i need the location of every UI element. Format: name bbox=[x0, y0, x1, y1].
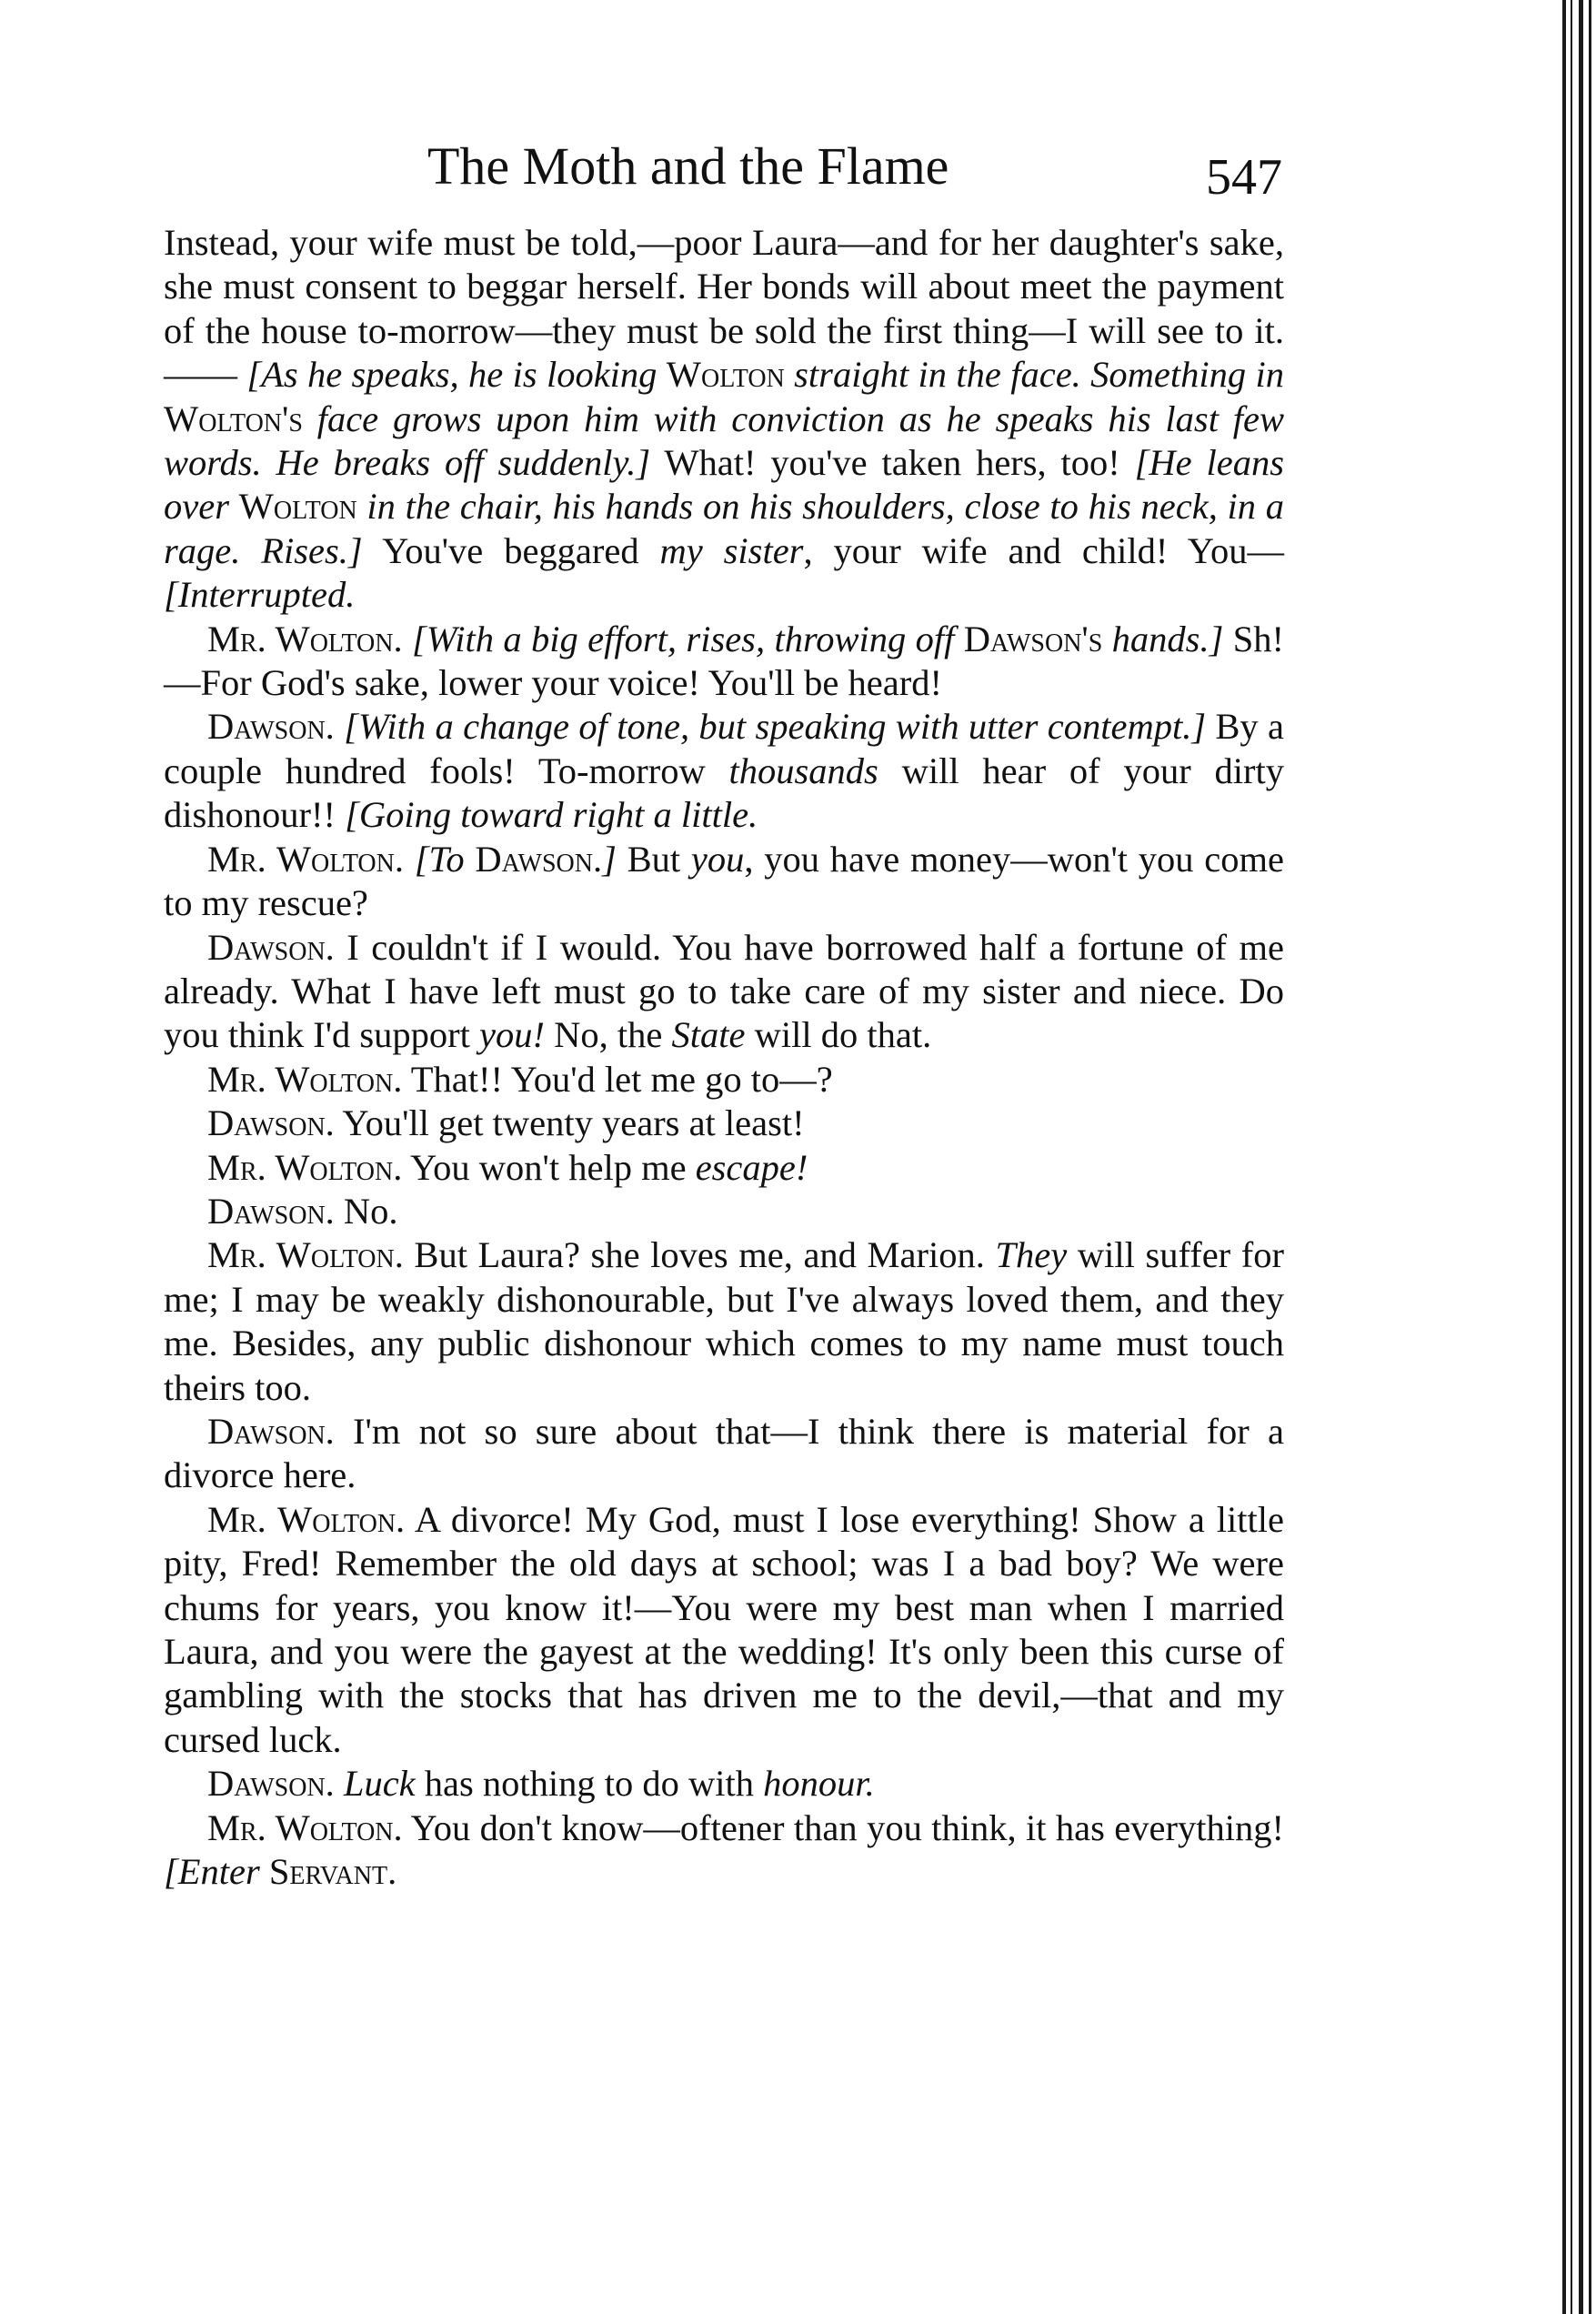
binding-edge-line bbox=[1571, 0, 1572, 2314]
speaker-name: Mr. Wolton. bbox=[207, 838, 404, 880]
stage-direction: [With a big effort, rises, throwing off bbox=[412, 618, 964, 659]
speaker-name: Mr. Wolton. bbox=[207, 1058, 403, 1100]
speaker-name: Servant. bbox=[268, 1851, 397, 1893]
dialogue-text: No. bbox=[334, 1190, 398, 1232]
stage-direction: thousands bbox=[728, 750, 878, 791]
dialogue-text: , you have money—won't you come to my rescue? bbox=[164, 838, 1284, 924]
text-paragraph bbox=[164, 926, 1284, 1058]
speaker-name: Mr. Wolton. bbox=[207, 1498, 406, 1540]
dialogue-text: You'll get twenty years at least! bbox=[334, 1102, 805, 1144]
binding-edge-line bbox=[1562, 0, 1566, 2314]
speaker-name: Dawson. bbox=[207, 706, 335, 748]
speaker-name: Dawson. bbox=[207, 1763, 335, 1805]
page-number: 547 bbox=[1206, 149, 1282, 206]
text-paragraph bbox=[164, 1806, 1284, 1895]
speaker-name: Mr. Wolton. bbox=[207, 1806, 403, 1848]
text-paragraph bbox=[164, 221, 1284, 618]
dialogue-text: has nothing to do with bbox=[415, 1763, 764, 1805]
stage-direction: [As he speaks, he is looking bbox=[246, 354, 667, 396]
dialogue-text: Instead, your wife must be told,—poor Laura—and for her daughter's sake, she must consent to beggar herself. Her bonds will about meet the payment of the house to-morrow—they must be sold the first thing—I will see to it.—— bbox=[164, 222, 1284, 396]
text-paragraph bbox=[164, 1233, 1284, 1410]
dialogue-text: That!! You'd let me go to—? bbox=[402, 1058, 833, 1100]
text-paragraph bbox=[164, 705, 1284, 837]
dialogue-text: I couldn't if I would. You have borrowed half a fortune of me already. What I have left must go to take care of my sister and niece. Do you think I'd support bbox=[164, 926, 1284, 1056]
speaker-name: Mr. Wolton. bbox=[207, 1146, 403, 1188]
speaker-name: Dawson. bbox=[207, 1102, 335, 1144]
stage-direction: straight in the face. Something in bbox=[784, 354, 1284, 396]
dialogue-text: You don't know—oftener than you think, it has everything! bbox=[402, 1806, 1284, 1848]
dialogue-text: You won't help me bbox=[402, 1146, 696, 1188]
stage-direction: honour. bbox=[763, 1763, 875, 1805]
text-paragraph bbox=[164, 838, 1284, 926]
stage-direction: [Going toward right a little. bbox=[345, 794, 758, 836]
speaker-name: Dawson. bbox=[207, 1190, 335, 1232]
speaker-name: Wolton's bbox=[164, 397, 303, 439]
dialogue-text bbox=[404, 839, 415, 880]
stage-direction: hands.] bbox=[1102, 618, 1224, 659]
stage-direction: [Interrupted. bbox=[164, 574, 356, 616]
stage-direction: escape! bbox=[695, 1146, 808, 1188]
dialogue-text: Sh!—For God's sake, lower your voice! You'll be heard! bbox=[164, 618, 1284, 704]
dialogue-text: You've beggared bbox=[362, 529, 660, 571]
stage-direction: [Enter bbox=[164, 1851, 269, 1893]
speaker-name: Wolton bbox=[238, 486, 357, 528]
dialogue-text: , your wife and child! You— bbox=[803, 529, 1284, 571]
dialogue-text: A divorce! My God, must I lose everything! Show a little pity, Fred! Remember the old days at school; was I a bad boy? We were chums for years, you know it!—You were my best man when I married Laura, and you were the gayest at the wedding! It's only been this curse of gambling with the stocks that has driven me to the devil,—that and my cursed luck. bbox=[164, 1498, 1284, 1760]
speaker-name: Wolton bbox=[666, 354, 785, 396]
stage-direction: They bbox=[995, 1234, 1068, 1276]
play-text bbox=[164, 221, 1284, 1894]
stage-direction: in the chair, his hands on his shoulders, close to his neck, in a rage. Rises.] bbox=[164, 486, 1284, 571]
stage-direction: ] bbox=[602, 838, 617, 880]
speaker-name: Dawson. bbox=[475, 838, 603, 880]
dialogue-text: What! you've taken hers, too! bbox=[650, 442, 1135, 484]
dialogue-text: But bbox=[616, 838, 691, 880]
dialogue-text: But Laura? she loves me, and Marion. bbox=[403, 1234, 996, 1276]
stage-direction: [With a change of tone, but speaking with utter contempt.] bbox=[344, 706, 1207, 748]
text-paragraph bbox=[164, 1146, 1284, 1190]
text-paragraph bbox=[164, 618, 1284, 706]
speaker-name: Dawson's bbox=[963, 618, 1103, 659]
text-paragraph bbox=[164, 1498, 1284, 1762]
running-header bbox=[155, 135, 1282, 207]
speaker-name: Dawson. bbox=[207, 926, 335, 968]
stage-direction: my sister bbox=[659, 529, 804, 571]
stage-direction: [To bbox=[414, 838, 476, 880]
binding-edge-line bbox=[1579, 0, 1583, 2314]
dialogue-text: By a couple hundred fools! To-morrow bbox=[164, 706, 1284, 791]
dialogue-text: will suffer for me; I may be weakly dishonourable, but I've always loved them, and they me. Besides, any public dishonour which comes to my name must touch theirs too. bbox=[164, 1234, 1284, 1408]
text-paragraph bbox=[164, 1058, 1284, 1102]
dialogue-text: will hear of your dirty dishonour!! bbox=[164, 750, 1284, 836]
running-title: The Moth and the Flame bbox=[427, 136, 949, 196]
dialogue-text: I'm not so sure about that—I think there is material for a divorce here. bbox=[164, 1410, 1284, 1496]
speaker-name: Mr. Wolton. bbox=[207, 1234, 404, 1276]
text-paragraph bbox=[164, 1410, 1284, 1498]
text-paragraph bbox=[164, 1190, 1284, 1233]
stage-direction: [He leans over bbox=[164, 442, 1284, 528]
text-paragraph bbox=[164, 1102, 1284, 1145]
stage-direction: State bbox=[671, 1014, 746, 1056]
speaker-name: Mr. Wolton. bbox=[207, 618, 403, 659]
dialogue-text bbox=[403, 619, 412, 659]
dialogue-text: No, the bbox=[545, 1014, 672, 1056]
stage-direction: you! bbox=[479, 1014, 546, 1056]
binding-edge-line bbox=[1589, 0, 1591, 2314]
stage-direction: you bbox=[690, 838, 745, 880]
dialogue-text bbox=[335, 706, 344, 747]
dialogue-text bbox=[335, 1763, 344, 1804]
text-paragraph bbox=[164, 1762, 1284, 1806]
dialogue-text: will do that. bbox=[745, 1014, 932, 1056]
speaker-name: Dawson. bbox=[207, 1410, 335, 1452]
stage-direction: Luck bbox=[343, 1763, 416, 1805]
stage-direction: face grows upon him with conviction as he speaks his last few words. He breaks off suddenly.] bbox=[164, 397, 1284, 484]
